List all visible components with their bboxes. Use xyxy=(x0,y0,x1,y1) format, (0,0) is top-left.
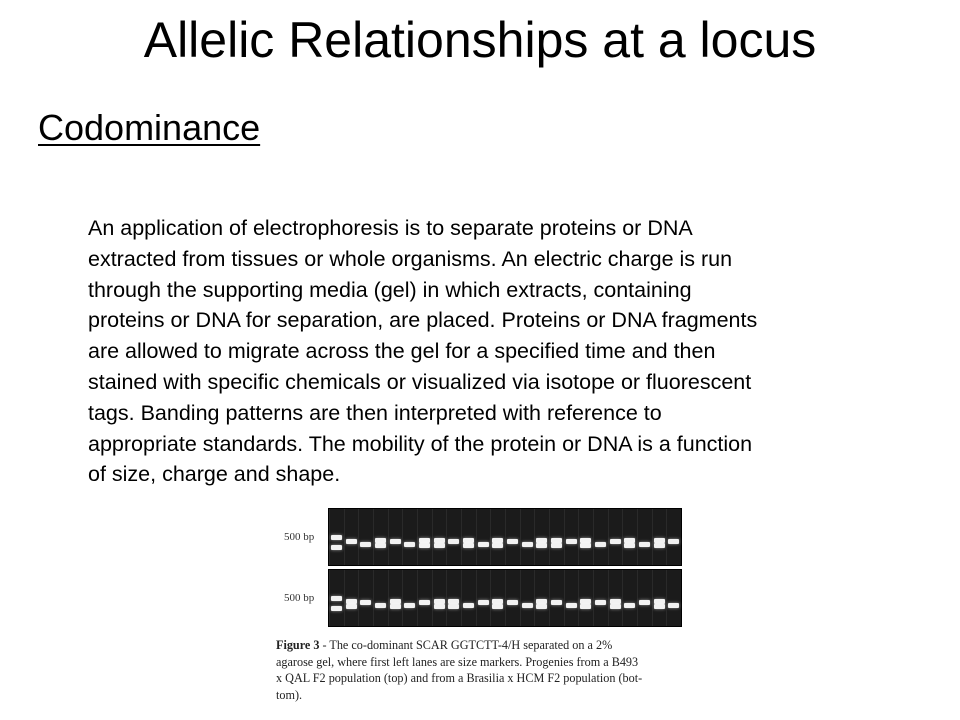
gel-band xyxy=(536,543,547,548)
gel-lane-divider xyxy=(490,509,491,565)
gel-band xyxy=(507,539,518,544)
gel-band xyxy=(404,603,415,608)
gel-lane-divider xyxy=(329,570,330,626)
gel-lane-divider xyxy=(520,509,521,565)
gel-band xyxy=(478,542,489,547)
gel-lane-divider xyxy=(358,570,359,626)
gel-lane-divider xyxy=(534,570,535,626)
gel-band xyxy=(331,596,342,601)
gel-band xyxy=(404,542,415,547)
gel-band xyxy=(331,535,342,540)
gel-band xyxy=(566,539,577,544)
gel-lane-divider xyxy=(534,509,535,565)
gel-lane-divider xyxy=(666,509,667,565)
gel-lane-divider xyxy=(373,570,374,626)
gel-lane-divider xyxy=(476,509,477,565)
slide-title: Allelic Relationships at a locus xyxy=(143,12,817,68)
gel-lane-divider xyxy=(593,509,594,565)
gel-band xyxy=(595,600,606,605)
caption-line: agarose gel, where first left lanes are size markers. Progenies from a B493 xyxy=(276,654,639,669)
gel-figure xyxy=(276,506,686,718)
gel-lane-divider xyxy=(388,509,389,565)
gel-band xyxy=(346,539,357,544)
gel-band xyxy=(595,542,606,547)
caption-line: x QAL F2 population (top) and from a Brasilia x HCM F2 population (bot- xyxy=(276,671,643,685)
gel-lane-divider xyxy=(432,570,433,626)
gel-band xyxy=(375,543,386,548)
gel-band xyxy=(360,600,371,605)
gel-band xyxy=(419,543,430,548)
gel-lane-divider xyxy=(432,509,433,565)
caption-text: - The co-dominant SCAR GGTCTT-4/H separated on a 2% xyxy=(322,638,613,652)
gel-band xyxy=(654,543,665,548)
gel-lane-divider xyxy=(666,570,667,626)
gel-band xyxy=(360,542,371,547)
gel-lane-divider xyxy=(329,509,330,565)
gel-lane-divider xyxy=(344,570,345,626)
gel-band xyxy=(478,600,489,605)
body-line: extracted from tissues or whole organisms. An electric charge is run xyxy=(88,246,733,271)
gel-band xyxy=(507,600,518,605)
gel-lane-divider xyxy=(564,570,565,626)
gel-lane-divider xyxy=(358,509,359,565)
gel-lane-divider xyxy=(446,509,447,565)
gel-lane-divider xyxy=(608,570,609,626)
body-line: are allowed to migrate across the gel for a specified time and then xyxy=(88,339,716,364)
gel-lane-divider xyxy=(505,509,506,565)
gel-lane-divider xyxy=(637,570,638,626)
gel-lane-divider xyxy=(388,570,389,626)
gel-bottom-size-label: 500 bp xyxy=(284,592,315,604)
body-line: of size, charge and shape. xyxy=(88,462,341,487)
gel-lane-divider xyxy=(578,570,579,626)
gel-lane-divider xyxy=(593,570,594,626)
gel-band xyxy=(551,543,562,548)
caption-label: Figure 3 xyxy=(276,638,320,652)
gel-lane-divider xyxy=(652,570,653,626)
gel-lane-divider xyxy=(446,570,447,626)
gel-band xyxy=(346,604,357,609)
gel-band xyxy=(434,543,445,548)
gel-band xyxy=(492,604,503,609)
body-line: stained with specific chemicals or visualized via isotope or fluorescent xyxy=(88,369,752,394)
gel-lane-divider xyxy=(402,509,403,565)
gel-band xyxy=(448,604,459,609)
gel-top-size-label: 500 bp xyxy=(284,531,315,543)
figure-caption xyxy=(276,637,686,703)
gel-image-bottom xyxy=(328,569,682,627)
gel-band xyxy=(463,543,474,548)
gel-band xyxy=(580,604,591,609)
gel-band xyxy=(492,543,503,548)
caption-line: tom). xyxy=(276,687,303,702)
gel-band xyxy=(390,604,401,609)
gel-band xyxy=(654,604,665,609)
body-paragraph xyxy=(88,213,928,490)
gel-band xyxy=(536,604,547,609)
gel-lane-divider xyxy=(344,509,345,565)
gel-band xyxy=(522,603,533,608)
gel-lane-divider xyxy=(476,570,477,626)
gel-lane-divider xyxy=(637,509,638,565)
gel-lane-divider xyxy=(417,509,418,565)
gel-band xyxy=(434,604,445,609)
gel-band xyxy=(419,600,430,605)
gel-lane-divider xyxy=(505,570,506,626)
body-line: appropriate standards. The mobility of the protein or DNA is a function xyxy=(88,431,753,456)
gel-band xyxy=(375,603,386,608)
gel-band xyxy=(610,539,621,544)
body-line: tags. Banding patterns are then interpreted with reference to xyxy=(88,400,662,425)
gel-band xyxy=(331,606,342,611)
gel-band xyxy=(639,600,650,605)
body-line: An application of electrophoresis is to separate proteins or DNA xyxy=(88,216,693,240)
gel-band xyxy=(522,542,533,547)
gel-image-top xyxy=(328,508,682,566)
gel-lane-divider xyxy=(520,570,521,626)
gel-band xyxy=(668,539,679,544)
gel-band xyxy=(624,603,635,608)
gel-lane-divider xyxy=(402,570,403,626)
gel-lane-divider xyxy=(622,509,623,565)
gel-lane-divider xyxy=(652,509,653,565)
gel-lane-divider xyxy=(461,509,462,565)
body-line: through the supporting media (gel) in which extracts, containing xyxy=(88,277,692,302)
gel-band xyxy=(624,543,635,548)
gel-lane-divider xyxy=(622,570,623,626)
gel-band xyxy=(639,542,650,547)
gel-band xyxy=(551,600,562,605)
gel-lane-divider xyxy=(490,570,491,626)
gel-band xyxy=(668,603,679,608)
gel-lane-divider xyxy=(578,509,579,565)
gel-lane-divider xyxy=(461,570,462,626)
gel-band xyxy=(610,604,621,609)
gel-band xyxy=(448,539,459,544)
gel-band xyxy=(463,603,474,608)
gel-band xyxy=(566,603,577,608)
slide-subtitle: Codominance xyxy=(38,107,261,148)
gel-lane-divider xyxy=(549,570,550,626)
gel-lane-divider xyxy=(549,509,550,565)
body-line: proteins or DNA for separation, are placed. Proteins or DNA fragments xyxy=(88,308,758,333)
gel-lane-divider xyxy=(417,570,418,626)
gel-lane-divider xyxy=(608,509,609,565)
gel-band xyxy=(580,543,591,548)
gel-band xyxy=(390,539,401,544)
gel-lane-divider xyxy=(564,509,565,565)
gel-band xyxy=(331,545,342,550)
caption-line xyxy=(276,637,686,654)
gel-lane-divider xyxy=(373,509,374,565)
